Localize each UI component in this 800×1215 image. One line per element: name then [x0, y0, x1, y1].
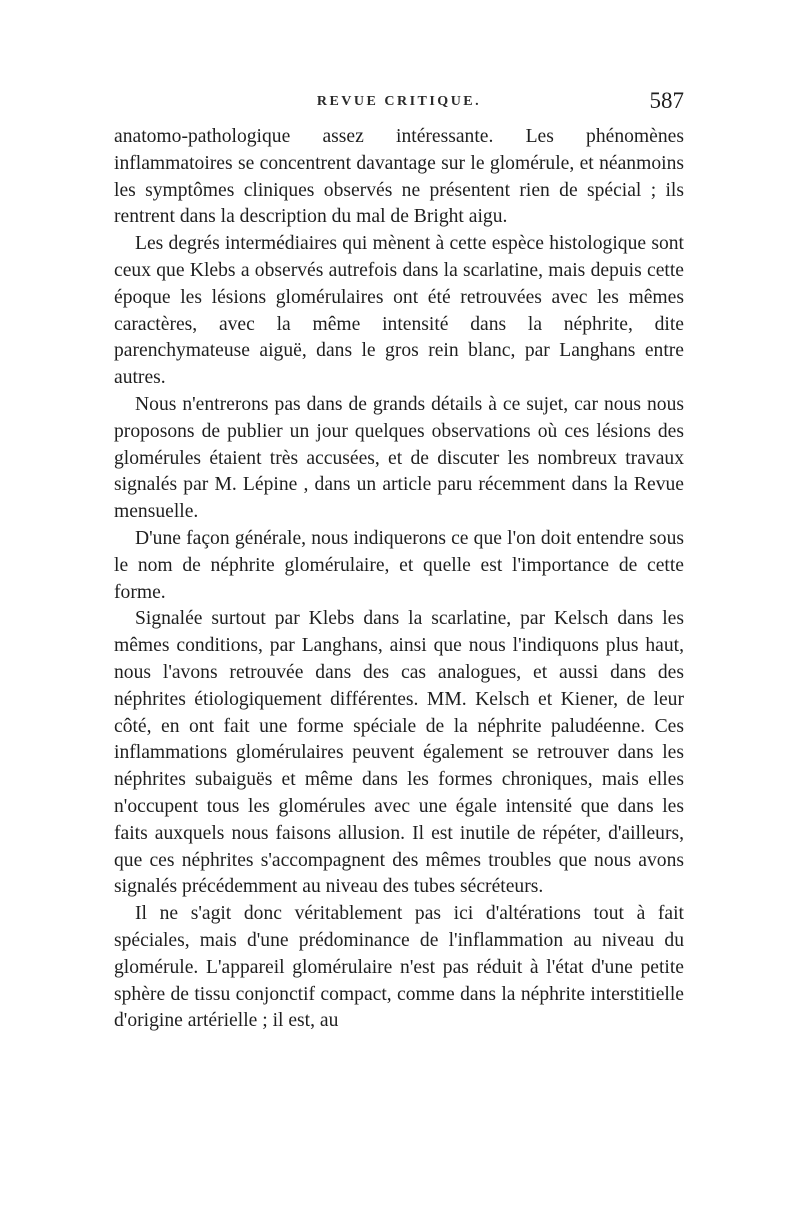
page-number: 587 — [649, 88, 684, 113]
paragraph-6: Il ne s'agit donc véritablement pas ici d'altérations tout à fait spéciales, mais d'une prédominance de l'inflammation au niveau du glomérule. L'appareil glomérulaire n'est pas réduit à l'état d'une petite sphère de tissu conjonctif compact, comme dans la néphrite interstitielle d'origine artérielle ; il est, au — [114, 903, 684, 1032]
paragraph-4: D'une façon générale, nous indiquerons ce que l'on doit entendre sous le nom de néphrite glomérulaire, et quelle est l'importance de cette forme. — [114, 527, 684, 603]
paragraph-5: Signalée surtout par Klebs dans la scarlatine, par Kelsch dans les mêmes conditions, par Langhans, ainsi que nous l'indiquons plus haut, nous l'avons retrouvée dans des cas analogues, et aussi dans des néphrites étiologiquement différentes. MM. Kelsch et Kiener, de leur côté, en ont fait une forme spéciale de la néphrite paludéenne. Ces inflammations glomérulaires peuvent également se retrouver dans les néphrites subaiguës et même dans les formes chroniques, mais elles n'occupent tous les glomérules avec une égale intensité que dans les faits auxquels nous faisons allusion. Il est inutile de répéter, d'ailleurs, que ces néphrites s'accompagnent des mêmes troubles que nous avons signalés précédemment au niveau des tubes sécréteurs. — [114, 608, 684, 898]
body-text — [114, 124, 684, 1035]
paragraph-2: Les degrés intermédiaires qui mènent à cette espèce histologique sont ceux que Klebs a observés autrefois dans la scarlatine, mais depuis cette époque les lésions glomérulaires ont été retrouvées avec les mêmes caractères, avec la même intensité dans la néphrite, dite parenchymateuse aiguë, dans le gros rein blanc, par Langhans entre autres. — [114, 233, 684, 389]
running-title: REVUE CRITIQUE. — [316, 94, 482, 109]
running-head — [114, 88, 684, 118]
paragraph-1: anatomo-pathologique assez intéressante. Les phénomènes inflammatoires se concentrent davantage sur le glomérule, et néanmoins les symptômes cliniques observés ne présentent rien de spécial ; ils rentrent dans la description du mal de Bright aigu. — [114, 126, 684, 228]
paragraph-3: Nous n'entrerons pas dans de grands détails à ce sujet, car nous nous proposons de publier un jour quelques observations où ces lésions des glomérules étaient très accusées, et de discuter les nombreux travaux signalés par M. Lépine , dans un article paru récemment dans la Revue mensuelle. — [114, 393, 684, 523]
